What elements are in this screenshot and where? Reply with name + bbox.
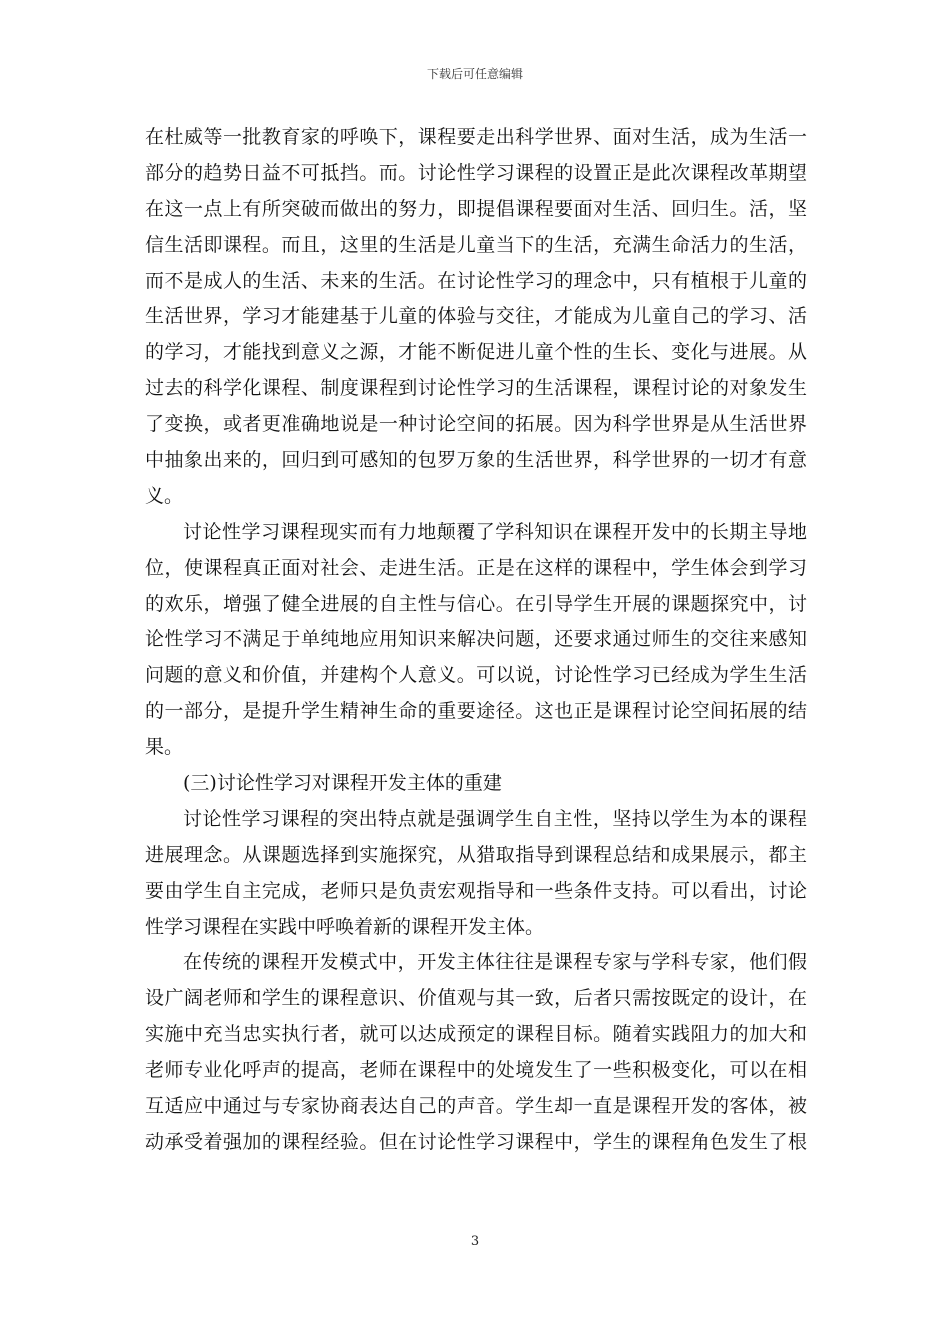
- page-number: 3: [470, 1234, 480, 1249]
- text-line: 设广阔老师和学生的课程意识、价值观与其一致，后者只需按既定的设计，在: [145, 987, 807, 1010]
- text-line: 的欢乐，增强了健全进展的自主性与信心。在引导学生开展的课题探究中，讨: [145, 592, 807, 615]
- text-line: 进展理念。从课题选择到实施探究，从猎取指导到课程总结和成果展示，都主: [145, 843, 807, 866]
- text-line: 讨论性学习课程现实而有力地颠覆了学科知识在课程开发中的长期主导地: [183, 520, 807, 543]
- text-line: 部分的趋势日益不可抵挡。而。讨论性学习课程的设置正是此次课程改革期望: [145, 161, 807, 184]
- text-line: 了变换，或者更准确地说是一种讨论空间的拓展。因为科学世界是从生活世界: [145, 413, 807, 436]
- text-line: 在传统的课程开发模式中，开发主体往往是课程专家与学科专家，他们假: [183, 951, 807, 974]
- text-line: 问题的意义和价值，并建构个人意义。可以说，讨论性学习已经成为学生生活: [145, 664, 807, 687]
- text-line: 位，使课程真正面对社会、走进生活。正是在这样的课程中，学生体会到学习: [145, 556, 807, 579]
- text-line: 要由学生自主完成，老师只是负责宏观指导和一些条件支持。可以看出，讨论: [145, 879, 807, 902]
- page-header: 下载后可任意编辑: [426, 67, 523, 81]
- section-heading: (三)讨论性学习对课程开发主体的重建: [183, 772, 502, 795]
- text-line: 在杜威等一批教育家的呼唤下，课程要走出科学世界、面对生活，成为生活一: [145, 126, 807, 148]
- text-line: 的学习，才能找到意义之源，才能不断促进儿童个性的生长、变化与进展。从: [145, 341, 807, 364]
- text-line: 讨论性学习课程的突出特点就是强调学生自主性，坚持以学生为本的课程: [183, 807, 807, 830]
- text-line: 而不是成人的生活、未来的生活。在讨论性学习的理念中，只有植根于儿童的: [145, 269, 807, 292]
- text-line: 义。: [145, 484, 184, 507]
- body-text: [145, 120, 807, 1161]
- text-line: 生活世界，学习才能建基于儿童的体验与交往，才能成为儿童自己的学习、活: [145, 305, 807, 328]
- text-line: 果。: [145, 736, 184, 759]
- text-line: 过去的科学化课程、制度课程到讨论性学习的生活课程，课程讨论的对象发生: [145, 377, 807, 400]
- text-line: 中抽象出来的，回归到可感知的包罗万象的生活世界，科学世界的一切才有意: [145, 449, 807, 472]
- text-line: 信生活即课程。而且，这里的生活是儿童当下的生活，充满生命活力的生活，: [145, 233, 807, 256]
- text-line: 性学习课程在实践中呼唤着新的课程开发主体。: [145, 915, 545, 938]
- text-line: 在这一点上有所突破而做出的努力，即提倡课程要面对生活、回归生。活，坚: [145, 197, 807, 220]
- text-line: 的一部分，是提升学生精神生命的重要途径。这也正是课程讨论空间拓展的结: [145, 700, 807, 723]
- text-line: 互适应中通过与专家协商表达自己的声音。学生却一直是课程开发的客体，被: [145, 1095, 807, 1118]
- text-line: 论性学习不满足于单纯地应用知识来解决问题，还要求通过师生的交往来感知: [145, 628, 807, 651]
- text-line: 动承受着强加的课程经验。但在讨论性学习课程中，学生的课程角色发生了根: [145, 1130, 807, 1153]
- text-line: 实施中充当忠实执行者，就可以达成预定的课程目标。随着实践阻力的加大和: [145, 1023, 807, 1046]
- text-line: 老师专业化呼声的提高，老师在课程中的处境发生了一些积极变化，可以在相: [145, 1059, 807, 1082]
